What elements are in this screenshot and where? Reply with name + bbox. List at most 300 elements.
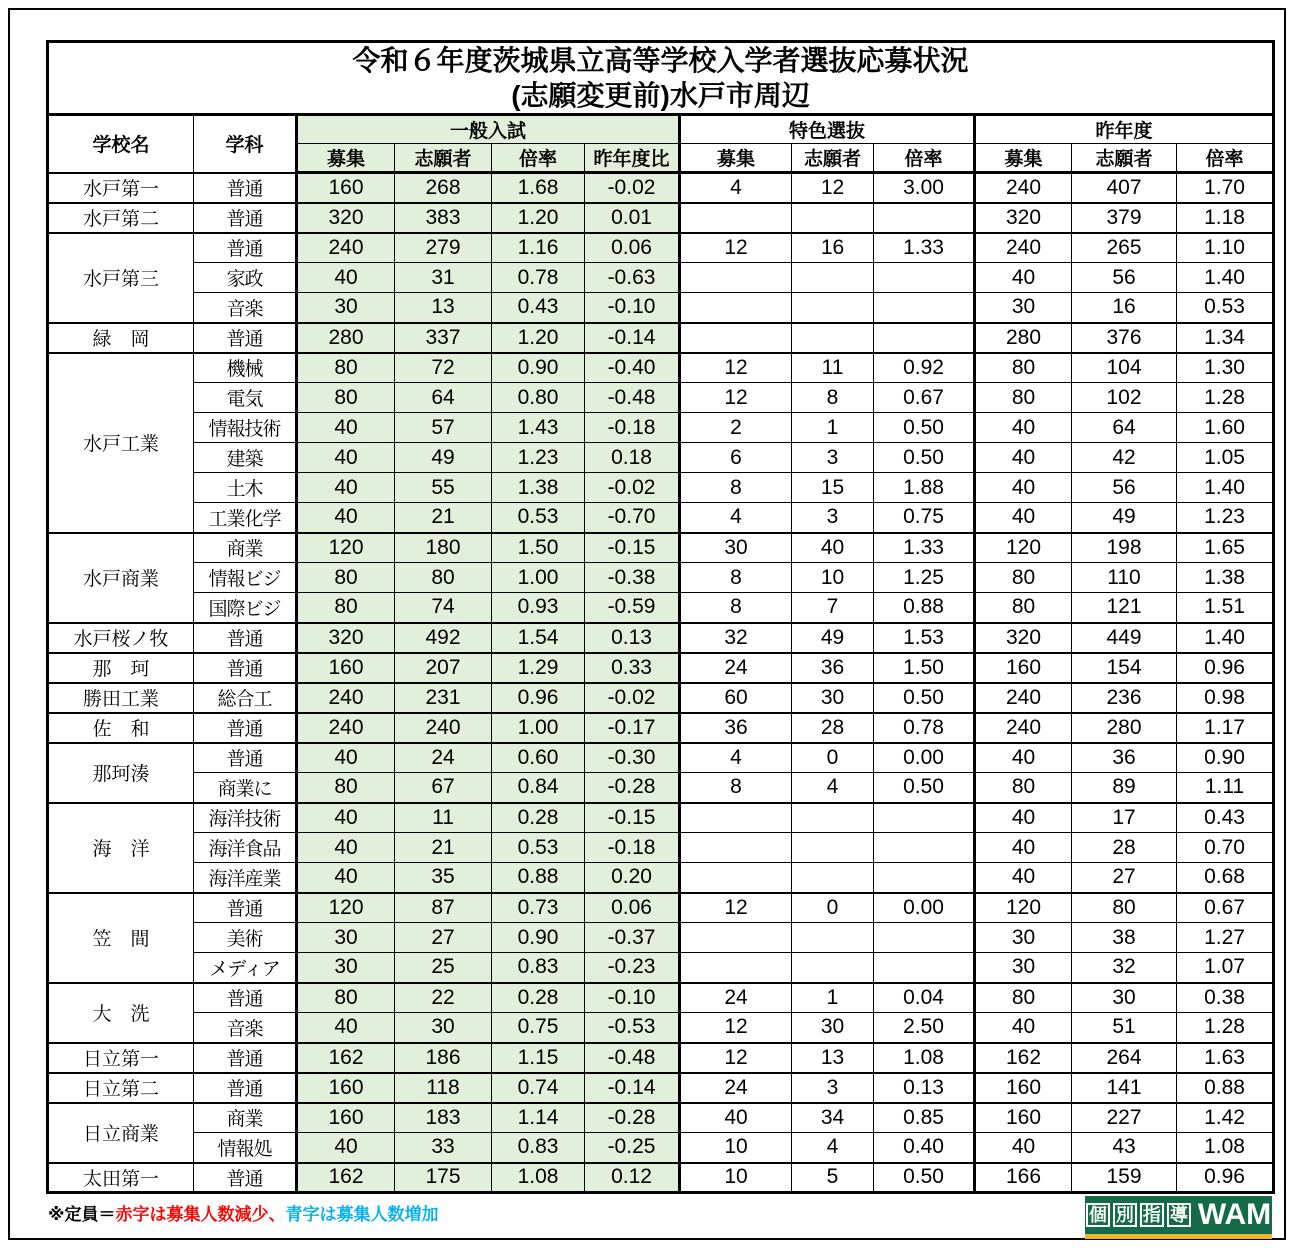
subheader-general-ratio: 倍率 bbox=[492, 144, 585, 173]
value-cell: 36 bbox=[1072, 743, 1177, 773]
value-cell: 35 bbox=[395, 863, 492, 893]
value-cell: 1.63 bbox=[1177, 1043, 1274, 1073]
table-row bbox=[48, 773, 1274, 803]
value-cell: 89 bbox=[1072, 773, 1177, 803]
value-cell: 1.23 bbox=[492, 443, 585, 473]
value-cell: 12 bbox=[680, 353, 792, 383]
value-cell: 1.65 bbox=[1177, 533, 1274, 563]
value-cell: 0.93 bbox=[492, 593, 585, 623]
logo-boxed-char: 導 bbox=[1167, 1203, 1191, 1227]
department-cell: 建築 bbox=[194, 443, 297, 473]
value-cell: 87 bbox=[395, 893, 492, 923]
value-cell: 11 bbox=[395, 803, 492, 833]
value-cell: 11 bbox=[792, 353, 874, 383]
value-cell: 30 bbox=[792, 683, 874, 713]
value-cell: 280 bbox=[297, 323, 395, 353]
value-cell: 280 bbox=[975, 323, 1072, 353]
value-cell: 0.00 bbox=[874, 743, 975, 773]
department-cell: 電気 bbox=[194, 383, 297, 413]
department-cell: 普通 bbox=[194, 893, 297, 923]
value-cell: 1.53 bbox=[874, 623, 975, 653]
value-cell: 3 bbox=[792, 503, 874, 533]
department-cell: 普通 bbox=[194, 173, 297, 203]
value-cell: 1.08 bbox=[1177, 1133, 1274, 1163]
value-cell: 0.90 bbox=[1177, 743, 1274, 773]
value-cell: 0.40 bbox=[874, 1133, 975, 1163]
table-row bbox=[48, 623, 1274, 653]
value-cell: 40 bbox=[975, 803, 1072, 833]
department-cell: 普通 bbox=[194, 653, 297, 683]
value-cell: 0.67 bbox=[874, 383, 975, 413]
value-cell: 8 bbox=[792, 383, 874, 413]
value-cell: -0.25 bbox=[585, 1133, 680, 1163]
value-cell: 30 bbox=[792, 1013, 874, 1043]
value-cell: 0.04 bbox=[874, 983, 975, 1013]
value-cell: 1.40 bbox=[1177, 263, 1274, 293]
value-cell: -0.23 bbox=[585, 953, 680, 983]
table-row bbox=[48, 443, 1274, 473]
value-cell: 1.27 bbox=[1177, 923, 1274, 953]
value-cell: 60 bbox=[680, 683, 792, 713]
value-cell: 40 bbox=[975, 833, 1072, 863]
table-row bbox=[48, 293, 1274, 323]
value-cell: 0.50 bbox=[874, 413, 975, 443]
value-cell bbox=[680, 203, 792, 233]
value-cell: 1.28 bbox=[1177, 1013, 1274, 1043]
value-cell: 337 bbox=[395, 323, 492, 353]
value-cell: 40 bbox=[297, 263, 395, 293]
department-cell: 情報処 bbox=[194, 1133, 297, 1163]
table-row bbox=[48, 1013, 1274, 1043]
value-cell: 1.51 bbox=[1177, 593, 1274, 623]
value-cell: 1.08 bbox=[492, 1163, 585, 1193]
value-cell bbox=[874, 863, 975, 893]
value-cell: -0.15 bbox=[585, 803, 680, 833]
value-cell: 30 bbox=[975, 953, 1072, 983]
subheader-lastyear-applicants: 志願者 bbox=[1072, 144, 1177, 173]
value-cell: 16 bbox=[792, 233, 874, 263]
value-cell: 320 bbox=[297, 203, 395, 233]
value-cell: 64 bbox=[395, 383, 492, 413]
value-cell: -0.28 bbox=[585, 773, 680, 803]
school-name-cell: 太田第一 bbox=[48, 1163, 194, 1193]
value-cell: 40 bbox=[792, 533, 874, 563]
value-cell: -0.37 bbox=[585, 923, 680, 953]
value-cell: 27 bbox=[395, 923, 492, 953]
value-cell: -0.38 bbox=[585, 563, 680, 593]
table-row bbox=[48, 413, 1274, 443]
value-cell: 240 bbox=[297, 713, 395, 743]
department-cell: 音楽 bbox=[194, 293, 297, 323]
department-cell: 音楽 bbox=[194, 1013, 297, 1043]
value-cell: 1.20 bbox=[492, 203, 585, 233]
value-cell bbox=[680, 833, 792, 863]
value-cell: 40 bbox=[297, 1133, 395, 1163]
value-cell: 30 bbox=[297, 953, 395, 983]
value-cell: 0.50 bbox=[874, 683, 975, 713]
value-cell: 40 bbox=[297, 413, 395, 443]
value-cell: 30 bbox=[297, 293, 395, 323]
value-cell: 160 bbox=[975, 653, 1072, 683]
value-cell: 0.18 bbox=[585, 443, 680, 473]
school-name-cell: 水戸第一 bbox=[48, 173, 194, 203]
value-cell: 49 bbox=[792, 623, 874, 653]
value-cell: 13 bbox=[792, 1043, 874, 1073]
value-cell: 2.50 bbox=[874, 1013, 975, 1043]
value-cell: 36 bbox=[680, 713, 792, 743]
value-cell: 24 bbox=[680, 653, 792, 683]
value-cell: 28 bbox=[1072, 833, 1177, 863]
value-cell bbox=[874, 293, 975, 323]
value-cell bbox=[680, 953, 792, 983]
value-cell: 80 bbox=[1072, 893, 1177, 923]
value-cell: 183 bbox=[395, 1103, 492, 1133]
page-frame bbox=[8, 8, 1286, 1240]
value-cell: -0.02 bbox=[585, 173, 680, 203]
value-cell: 1.38 bbox=[1177, 563, 1274, 593]
table-row bbox=[48, 563, 1274, 593]
value-cell: -0.10 bbox=[585, 983, 680, 1013]
department-cell: 海洋食品 bbox=[194, 833, 297, 863]
value-cell: 30 bbox=[297, 923, 395, 953]
value-cell: 0.92 bbox=[874, 353, 975, 383]
value-cell: 40 bbox=[975, 413, 1072, 443]
value-cell: 0.43 bbox=[1177, 803, 1274, 833]
value-cell: 0.96 bbox=[1177, 653, 1274, 683]
value-cell: 51 bbox=[1072, 1013, 1177, 1043]
value-cell: 1 bbox=[792, 413, 874, 443]
value-cell bbox=[874, 323, 975, 353]
department-cell: 商業に bbox=[194, 773, 297, 803]
logo-boxed-char: 指 bbox=[1140, 1203, 1164, 1227]
title-row bbox=[48, 42, 1274, 115]
value-cell: 49 bbox=[1072, 503, 1177, 533]
value-cell: 1.50 bbox=[492, 533, 585, 563]
value-cell bbox=[792, 863, 874, 893]
department-cell: メディア bbox=[194, 953, 297, 983]
value-cell: -0.14 bbox=[585, 1073, 680, 1103]
value-cell bbox=[792, 803, 874, 833]
subheader-general-recruit: 募集 bbox=[297, 144, 395, 173]
value-cell: 80 bbox=[297, 773, 395, 803]
school-name-cell: 水戸桜ノ牧 bbox=[48, 623, 194, 653]
value-cell: 40 bbox=[975, 1133, 1072, 1163]
value-cell: 4 bbox=[680, 503, 792, 533]
value-cell: 12 bbox=[680, 1013, 792, 1043]
value-cell: 80 bbox=[975, 773, 1072, 803]
value-cell: 74 bbox=[395, 593, 492, 623]
logo-boxed-char: 別 bbox=[1113, 1203, 1137, 1227]
value-cell: 40 bbox=[975, 743, 1072, 773]
table-row bbox=[48, 233, 1274, 263]
school-name-cell: 水戸第二 bbox=[48, 203, 194, 233]
value-cell: 0.28 bbox=[492, 983, 585, 1013]
value-cell: 16 bbox=[1072, 293, 1177, 323]
value-cell: 0.75 bbox=[492, 1013, 585, 1043]
table-row bbox=[48, 1163, 1274, 1193]
value-cell: 17 bbox=[1072, 803, 1177, 833]
value-cell: 12 bbox=[792, 173, 874, 203]
value-cell: 0.70 bbox=[1177, 833, 1274, 863]
school-name-cell: 水戸商業 bbox=[48, 533, 194, 623]
value-cell: 12 bbox=[680, 383, 792, 413]
table-row bbox=[48, 683, 1274, 713]
value-cell: 0.74 bbox=[492, 1073, 585, 1103]
value-cell: 120 bbox=[975, 533, 1072, 563]
school-name-cell: 那 珂 bbox=[48, 653, 194, 683]
value-cell: 0.78 bbox=[874, 713, 975, 743]
value-cell: 80 bbox=[297, 353, 395, 383]
value-cell bbox=[680, 263, 792, 293]
value-cell: 57 bbox=[395, 413, 492, 443]
value-cell: 80 bbox=[297, 593, 395, 623]
value-cell: 40 bbox=[975, 473, 1072, 503]
value-cell: 1.08 bbox=[874, 1043, 975, 1073]
value-cell: 40 bbox=[297, 863, 395, 893]
table-row bbox=[48, 323, 1274, 353]
value-cell: 162 bbox=[975, 1043, 1072, 1073]
value-cell: 4 bbox=[680, 743, 792, 773]
value-cell: 1.60 bbox=[1177, 413, 1274, 443]
value-cell: 0.12 bbox=[585, 1163, 680, 1193]
value-cell: 0.50 bbox=[874, 443, 975, 473]
value-cell: 30 bbox=[680, 533, 792, 563]
table-row bbox=[48, 473, 1274, 503]
value-cell: 4 bbox=[792, 1133, 874, 1163]
value-cell: 1.33 bbox=[874, 533, 975, 563]
value-cell: -0.02 bbox=[585, 473, 680, 503]
table-row bbox=[48, 833, 1274, 863]
value-cell: -0.48 bbox=[585, 383, 680, 413]
value-cell: 154 bbox=[1072, 653, 1177, 683]
value-cell: 379 bbox=[1072, 203, 1177, 233]
group-header-general-exam: 一般入試 bbox=[297, 115, 680, 144]
value-cell: 12 bbox=[680, 233, 792, 263]
value-cell: 1.70 bbox=[1177, 173, 1274, 203]
value-cell: -0.59 bbox=[585, 593, 680, 623]
page-title bbox=[48, 42, 1274, 115]
value-cell bbox=[680, 323, 792, 353]
col-header-department: 学科 bbox=[194, 115, 297, 173]
value-cell: 383 bbox=[395, 203, 492, 233]
value-cell: -0.40 bbox=[585, 353, 680, 383]
value-cell: 0.13 bbox=[874, 1073, 975, 1103]
department-cell: 機械 bbox=[194, 353, 297, 383]
value-cell: 231 bbox=[395, 683, 492, 713]
value-cell: 160 bbox=[297, 173, 395, 203]
value-cell: 6 bbox=[680, 443, 792, 473]
value-cell: 279 bbox=[395, 233, 492, 263]
value-cell: 240 bbox=[297, 233, 395, 263]
value-cell: 1.68 bbox=[492, 173, 585, 203]
value-cell: 227 bbox=[1072, 1103, 1177, 1133]
value-cell: 4 bbox=[680, 173, 792, 203]
value-cell: 240 bbox=[395, 713, 492, 743]
department-cell: 普通 bbox=[194, 1073, 297, 1103]
footnote-blue-legend: 青字は募集人数増加 bbox=[285, 1205, 439, 1224]
value-cell: 80 bbox=[975, 983, 1072, 1013]
value-cell: 24 bbox=[395, 743, 492, 773]
value-cell: 80 bbox=[297, 563, 395, 593]
value-cell: 160 bbox=[297, 1103, 395, 1133]
value-cell: 376 bbox=[1072, 323, 1177, 353]
table-row bbox=[48, 1133, 1274, 1163]
group-header-special-selection: 特色選抜 bbox=[680, 115, 975, 144]
department-cell: 海洋技術 bbox=[194, 803, 297, 833]
value-cell: 40 bbox=[975, 263, 1072, 293]
value-cell: 38 bbox=[1072, 923, 1177, 953]
value-cell: 268 bbox=[395, 173, 492, 203]
value-cell: 0.90 bbox=[492, 353, 585, 383]
value-cell: 40 bbox=[297, 1013, 395, 1043]
group-header-last-year: 昨年度 bbox=[975, 115, 1274, 144]
value-cell: 10 bbox=[680, 1163, 792, 1193]
value-cell: 30 bbox=[395, 1013, 492, 1043]
value-cell bbox=[874, 263, 975, 293]
value-cell bbox=[874, 953, 975, 983]
value-cell: 0.28 bbox=[492, 803, 585, 833]
value-cell: 30 bbox=[975, 923, 1072, 953]
department-cell: 商業 bbox=[194, 1103, 297, 1133]
value-cell: 3 bbox=[792, 443, 874, 473]
value-cell: 28 bbox=[792, 713, 874, 743]
value-cell: 1.43 bbox=[492, 413, 585, 443]
value-cell: 240 bbox=[297, 683, 395, 713]
value-cell: 1.42 bbox=[1177, 1103, 1274, 1133]
school-name-cell: 水戸工業 bbox=[48, 353, 194, 533]
value-cell: 0.98 bbox=[1177, 683, 1274, 713]
value-cell: 102 bbox=[1072, 383, 1177, 413]
value-cell bbox=[792, 923, 874, 953]
value-cell: -0.30 bbox=[585, 743, 680, 773]
value-cell: 1.00 bbox=[492, 563, 585, 593]
logo-underline bbox=[1085, 1234, 1272, 1239]
value-cell: 0.88 bbox=[1177, 1073, 1274, 1103]
value-cell: 110 bbox=[1072, 563, 1177, 593]
table-row bbox=[48, 1043, 1274, 1073]
value-cell: 2 bbox=[680, 413, 792, 443]
value-cell: 8 bbox=[680, 563, 792, 593]
value-cell: 0.33 bbox=[585, 653, 680, 683]
department-cell: 普通 bbox=[194, 203, 297, 233]
department-cell: 普通 bbox=[194, 743, 297, 773]
value-cell: 0.73 bbox=[492, 893, 585, 923]
subheader-general-yoy: 昨年度比 bbox=[585, 144, 680, 173]
value-cell: 0.06 bbox=[585, 233, 680, 263]
table-row bbox=[48, 383, 1274, 413]
department-cell: 土木 bbox=[194, 473, 297, 503]
value-cell: 0.83 bbox=[492, 1133, 585, 1163]
logo-boxed-char: 個 bbox=[1086, 1203, 1110, 1227]
school-name-cell: 緑 岡 bbox=[48, 323, 194, 353]
value-cell: 162 bbox=[297, 1043, 395, 1073]
value-cell: 120 bbox=[975, 893, 1072, 923]
table-row bbox=[48, 893, 1274, 923]
value-cell: 162 bbox=[297, 1163, 395, 1193]
school-name-cell: 佐 和 bbox=[48, 713, 194, 743]
department-cell: 普通 bbox=[194, 1163, 297, 1193]
value-cell: 1.00 bbox=[492, 713, 585, 743]
subheader-special-recruit: 募集 bbox=[680, 144, 792, 173]
school-name-cell: 那珂湊 bbox=[48, 743, 194, 803]
value-cell: 0.67 bbox=[1177, 893, 1274, 923]
department-cell: 総合工 bbox=[194, 683, 297, 713]
value-cell: 13 bbox=[395, 293, 492, 323]
school-name-cell: 日立商業 bbox=[48, 1103, 194, 1163]
value-cell: 25 bbox=[395, 953, 492, 983]
subheader-general-applicants: 志願者 bbox=[395, 144, 492, 173]
school-name-cell: 日立第二 bbox=[48, 1073, 194, 1103]
value-cell: 0.88 bbox=[874, 593, 975, 623]
value-cell: 1.40 bbox=[1177, 473, 1274, 503]
school-name-cell: 勝田工業 bbox=[48, 683, 194, 713]
subheader-special-ratio: 倍率 bbox=[874, 144, 975, 173]
value-cell: 1.05 bbox=[1177, 443, 1274, 473]
subheader-lastyear-recruit: 募集 bbox=[975, 144, 1072, 173]
value-cell bbox=[874, 833, 975, 863]
value-cell: 40 bbox=[975, 863, 1072, 893]
value-cell: 104 bbox=[1072, 353, 1177, 383]
value-cell: 320 bbox=[297, 623, 395, 653]
department-cell: 家政 bbox=[194, 263, 297, 293]
value-cell: 80 bbox=[395, 563, 492, 593]
value-cell: 186 bbox=[395, 1043, 492, 1073]
value-cell bbox=[874, 923, 975, 953]
value-cell: 10 bbox=[680, 1133, 792, 1163]
table-row bbox=[48, 653, 1274, 683]
value-cell: 1.07 bbox=[1177, 953, 1274, 983]
value-cell: 1.25 bbox=[874, 563, 975, 593]
value-cell: 1 bbox=[792, 983, 874, 1013]
value-cell: 56 bbox=[1072, 473, 1177, 503]
table-row bbox=[48, 863, 1274, 893]
value-cell: 30 bbox=[1072, 983, 1177, 1013]
subheader-lastyear-ratio: 倍率 bbox=[1177, 144, 1274, 173]
table-row bbox=[48, 953, 1274, 983]
value-cell: 0.43 bbox=[492, 293, 585, 323]
value-cell: 33 bbox=[395, 1133, 492, 1163]
footnote bbox=[48, 1200, 439, 1225]
value-cell: 24 bbox=[680, 1073, 792, 1103]
value-cell: 236 bbox=[1072, 683, 1177, 713]
school-name-cell: 大 洗 bbox=[48, 983, 194, 1043]
value-cell: 40 bbox=[297, 833, 395, 863]
table-row bbox=[48, 1103, 1274, 1133]
value-cell: 3.00 bbox=[874, 173, 975, 203]
value-cell: -0.18 bbox=[585, 833, 680, 863]
value-cell: 492 bbox=[395, 623, 492, 653]
value-cell: 64 bbox=[1072, 413, 1177, 443]
value-cell: 80 bbox=[975, 353, 1072, 383]
table-row bbox=[48, 263, 1274, 293]
value-cell: 3 bbox=[792, 1073, 874, 1103]
value-cell: 407 bbox=[1072, 173, 1177, 203]
value-cell: 40 bbox=[297, 803, 395, 833]
value-cell: 40 bbox=[975, 443, 1072, 473]
value-cell: 120 bbox=[297, 893, 395, 923]
value-cell: 1.11 bbox=[1177, 773, 1274, 803]
value-cell: 8 bbox=[680, 593, 792, 623]
department-cell: 情報技術 bbox=[194, 413, 297, 443]
department-cell: 普通 bbox=[194, 1043, 297, 1073]
value-cell: 40 bbox=[297, 743, 395, 773]
value-cell bbox=[680, 923, 792, 953]
value-cell: 265 bbox=[1072, 233, 1177, 263]
value-cell: 40 bbox=[680, 1103, 792, 1133]
value-cell: 12 bbox=[680, 1043, 792, 1073]
value-cell: -0.18 bbox=[585, 413, 680, 443]
value-cell: 21 bbox=[395, 503, 492, 533]
